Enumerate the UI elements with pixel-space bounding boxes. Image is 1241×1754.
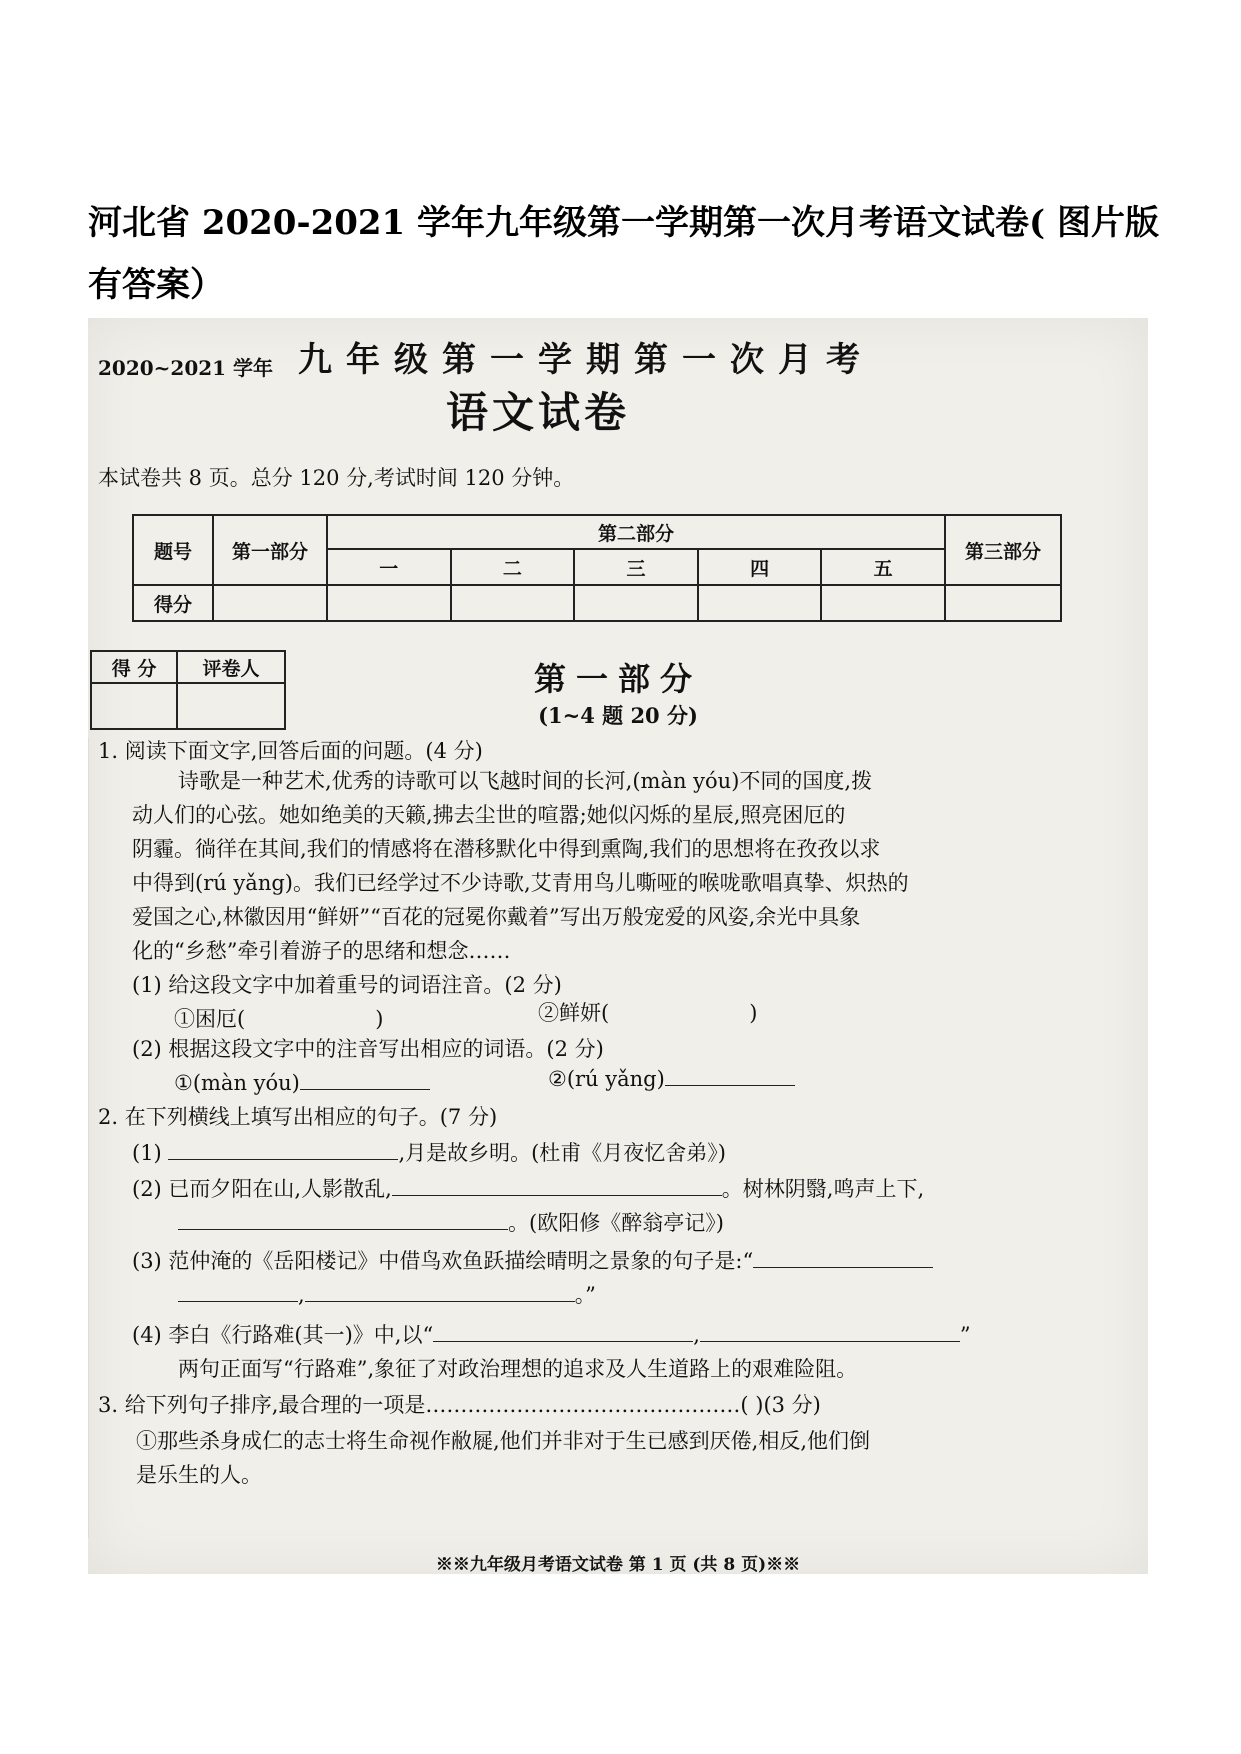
score-cell (327, 585, 451, 621)
q1-sub1-a (174, 1004, 383, 1034)
score-table-part3: 第三部分 (945, 515, 1061, 585)
part1-title: 第一部分 (533, 660, 702, 698)
score-cell (945, 585, 1061, 621)
score-table-part2-col: 五 (821, 549, 945, 585)
q1-sub2-a-label: ①(màn yóu) (174, 1071, 300, 1095)
q1-passage-line: 阴霾。徜徉在其间,我们的情感将在潜移默化中得到熏陶,我们的思想将在孜孜以求 (132, 837, 881, 861)
comma: , (693, 1323, 700, 1347)
q1-sub2-b-label: ②(rú yǎng) (548, 1067, 665, 1091)
grader-cell (91, 683, 177, 729)
close-paren: ) (749, 1001, 758, 1025)
q2-line3-cont (178, 1280, 596, 1310)
grader-table-score: 得 分 (91, 651, 177, 683)
answer-blank[interactable] (300, 1068, 430, 1090)
score-cell (451, 585, 575, 621)
q2-line1-text: ,月是故乡明。(杜甫《月夜忆舍弟》) (398, 1141, 726, 1165)
q2-line4-cont: 两句正面写“行路难”,象征了对政治理想的追求及人生道路上的艰难险阻。 (178, 1357, 858, 1381)
q2-line2-cont (178, 1208, 724, 1238)
answer-blank[interactable] (305, 1280, 575, 1302)
answer-blank[interactable] (700, 1320, 960, 1342)
q2-line4-text: (4) 李白《行路难(其一)》中,以“ (132, 1323, 434, 1347)
answer-blank[interactable] (753, 1246, 933, 1268)
q3-sentence: ①那些杀身成仁的志士将生命视作敝屣,他们并非对于生已感到厌倦,相反,他们倒 (136, 1429, 871, 1453)
answer-blank[interactable] (433, 1320, 693, 1342)
q1-passage-line: 诗歌是一种艺术,优秀的诗歌可以飞越时间的长河,(màn yóu)不同的国度,拨 (178, 769, 873, 793)
grader-table-grader: 评卷人 (177, 651, 285, 683)
page-footer: ※※九年级月考语文试卷 第 1 页 (共 8 页)※※ (435, 1555, 801, 1575)
header-grade: 九年级第一学期第一次月考 (298, 340, 874, 380)
score-table-part1: 第一部分 (213, 515, 327, 585)
answer-blank[interactable] (178, 1280, 298, 1302)
q3-sentence: 是乐生的人。 (136, 1463, 262, 1487)
score-cell (821, 585, 945, 621)
exam-intro: 本试卷共 8 页。总分 120 分,考试时间 120 分钟。 (98, 466, 575, 490)
q2-line2-text: (2) 已而夕阳在山,人影散乱, (132, 1177, 392, 1201)
score-cell (698, 585, 822, 621)
score-cell (574, 585, 698, 621)
document-title: 河北省 2020-2021 学年九年级第一学期第一次月考语文试卷( 图片版有答案） (88, 203, 1159, 305)
score-table-part2-col: 四 (698, 549, 822, 585)
score-table-part2-col: 一 (327, 549, 451, 585)
comma: , (298, 1283, 305, 1307)
score-table (132, 514, 1062, 622)
quote-end: 。” (574, 1283, 596, 1307)
q3-stem: 3. 给下列句子排序,最合理的一项是………………………………………( )(3 分) (98, 1393, 821, 1417)
q2-line3-text: (3) 范仲淹的《岳阳楼记》中借鸟欢鱼跃描绘晴明之景象的句子是:“ (132, 1249, 754, 1273)
q1-sub1-b-label: ②鲜妍( (538, 1001, 610, 1025)
score-cell (213, 585, 327, 621)
grader-cell (177, 683, 285, 729)
scanned-exam-page (88, 318, 1148, 1574)
q1-passage-line: 动人们的心弦。她如绝美的天籁,拂去尘世的喧嚣;她似闪烁的星辰,照亮困厄的 (132, 803, 846, 827)
q2-line2-text2: 。树林阴翳,鸣声上下, (721, 1177, 925, 1201)
answer-blank[interactable] (665, 1064, 795, 1086)
score-table-part2-col: 三 (574, 549, 698, 585)
q1-passage-line: 爱国之心,林徽因用“鲜妍”“百花的冠冕你戴着”写出万般宠爱的风姿,余光中具象 (132, 905, 861, 929)
score-table-part2: 第二部分 (327, 515, 945, 549)
grader-table (90, 650, 286, 730)
q1-sub2-a (174, 1068, 430, 1098)
q2-line2 (132, 1174, 924, 1204)
q2-line1-num: (1) (132, 1141, 162, 1165)
answer-blank[interactable] (168, 1138, 398, 1160)
score-table-part2-col: 二 (451, 549, 575, 585)
part1-subtitle: (1~4 题 20 分) (538, 703, 698, 728)
scan-shadow (88, 738, 89, 1538)
q2-line3 (132, 1246, 933, 1276)
answer-blank[interactable] (392, 1174, 722, 1196)
score-table-row-score: 得分 (133, 585, 213, 621)
q1-passage-line: 化的“乡愁”牵引着游子的思绪和想念…… (132, 939, 511, 963)
close-paren: ) (375, 1007, 384, 1031)
q1-sub2-b (548, 1064, 795, 1094)
q1-sub1: (1) 给这段文字中加着重号的词语注音。(2 分) (132, 973, 562, 997)
q2-line1 (132, 1138, 726, 1168)
quote-end: ” (959, 1323, 971, 1347)
q1-sub2: (2) 根据这段文字中的注音写出相应的词语。(2 分) (132, 1037, 604, 1061)
q1-sub1-a-label: ①困厄( (174, 1007, 246, 1031)
q2-stem: 2. 在下列横线上填写出相应的句子。(7 分) (98, 1105, 498, 1129)
q1-passage-line: 中得到(rú yǎng)。我们已经学过不少诗歌,艾青用鸟儿嘶哑的喉咙歌唱真挚、炽热的 (132, 871, 909, 895)
q1-stem: 1. 阅读下面文字,回答后面的问题。(4 分) (98, 739, 483, 763)
header-subject: 语文试卷 (445, 388, 630, 437)
q1-sub1-b (538, 998, 757, 1028)
q2-line2-source: 。(欧阳修《醉翁亭记》) (508, 1211, 724, 1235)
answer-blank[interactable] (178, 1208, 508, 1230)
q2-line4 (132, 1320, 971, 1350)
header-year: 2020~2021 学年 (98, 356, 274, 380)
score-table-col-title: 题号 (133, 515, 213, 585)
